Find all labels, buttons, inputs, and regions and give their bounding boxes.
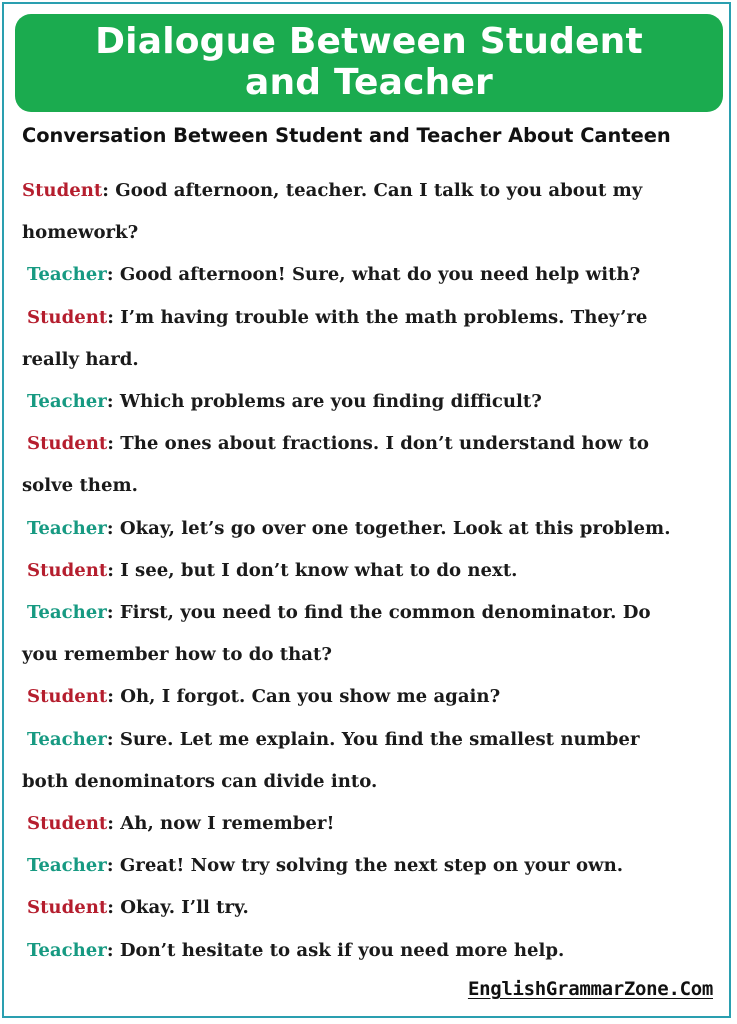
subtitle: Conversation Between Student and Teacher About Canteen xyxy=(22,124,671,147)
dialogue-text: Okay. I’ll try. xyxy=(120,897,249,919)
dialogue-line: Student: I’m having trouble with the math problems. They’re xyxy=(27,306,648,328)
dialogue-line xyxy=(22,761,722,803)
dialogue-text: you remember how to do that? xyxy=(22,644,332,666)
teacher-speaker-label: Teacher xyxy=(27,602,107,624)
dialogue-line: Teacher: First, you need to find the common denominator. Do xyxy=(27,602,651,624)
dialogue-line xyxy=(22,634,722,676)
dialogue-text: I’m having trouble with the math problems. They’re xyxy=(120,306,648,328)
dialogue-line: Teacher: Good afternoon! Sure, what do you need help with? xyxy=(27,264,641,286)
dialogue-text: Sure. Let me explain. You find the smallest number xyxy=(119,728,640,750)
dialogue-line: Teacher: Okay, let’s go over one together. Look at this problem. xyxy=(27,517,671,539)
student-speaker-label: Student xyxy=(27,559,108,581)
dialogue-text: Great! Now try solving the next step on your own. xyxy=(119,855,624,877)
dialogue-line xyxy=(22,212,722,254)
site-footer-link[interactable]: EnglishGrammarZone.Com xyxy=(467,978,713,1000)
dialogue-line: Student: Okay. I’ll try. xyxy=(27,897,249,919)
dialogue-line: Teacher: Sure. Let me explain. You find the smallest number xyxy=(27,728,640,750)
dialogue-line xyxy=(22,339,722,381)
dialogue-text: solve them. xyxy=(22,475,138,497)
dialogue-text: Don’t hesitate to ask if you need more help. xyxy=(119,939,565,961)
dialogue-text: I see, but I don’t know what to do next. xyxy=(120,559,518,581)
teacher-speaker-label: Teacher xyxy=(27,391,107,413)
dialogue-text: Oh, I forgot. Can you show me again? xyxy=(120,686,501,708)
title-line-1: Dialogue Between Student xyxy=(95,21,643,62)
teacher-speaker-label: Teacher xyxy=(27,939,107,961)
teacher-speaker-label: Teacher xyxy=(27,517,107,539)
dialogue-text: really hard. xyxy=(22,348,139,370)
dialogue-line: Student: Ah, now I remember! xyxy=(27,813,335,835)
dialogue-text: Ah, now I remember! xyxy=(120,813,335,835)
student-speaker-label: Student xyxy=(27,897,108,919)
dialogue-text: Good afternoon, teacher. Can I talk to you about my xyxy=(115,180,643,201)
dialogue-line: Teacher: Great! Now try solving the next step on your own. xyxy=(27,855,624,877)
student-speaker-label: Student xyxy=(27,306,108,328)
dialogue-line: Student: Good afternoon, teacher. Can I talk to you about my xyxy=(22,180,643,201)
title-line-2: and Teacher xyxy=(244,62,494,103)
dialogue-line: Student: Oh, I forgot. Can you show me again? xyxy=(27,686,501,708)
teacher-speaker-label: Teacher xyxy=(27,855,107,877)
dialogue-line xyxy=(22,465,722,507)
dialogue-text: Okay, let’s go over one together. Look at this problem. xyxy=(119,517,671,539)
teacher-speaker-label: Teacher xyxy=(27,728,107,750)
dialogue-text: both denominators can divide into. xyxy=(22,770,378,792)
dialogue-text: Good afternoon! Sure, what do you need help with? xyxy=(119,264,641,286)
dialogue-line: Teacher: Which problems are you finding difficult? xyxy=(27,391,542,413)
student-speaker-label: Student xyxy=(27,813,108,835)
dialogue-text: homework? xyxy=(22,222,139,244)
dialogue-text: First, you need to find the common denominator. Do xyxy=(119,602,651,624)
title-banner xyxy=(15,14,723,112)
dialogue-line: Student: The ones about fractions. I don’t understand how to xyxy=(27,433,649,455)
student-speaker-label: Student xyxy=(27,686,108,708)
student-speaker-label: Student xyxy=(27,433,108,455)
dialogue-line: Student: I see, but I don’t know what to do next. xyxy=(27,559,518,581)
teacher-speaker-label: Teacher xyxy=(27,264,107,286)
dialogue-list xyxy=(22,170,722,972)
dialogue-text: The ones about fractions. I don’t understand how to xyxy=(120,433,649,455)
student-speaker-label: Student xyxy=(22,180,103,201)
dialogue-text: Which problems are you finding difficult? xyxy=(119,391,542,413)
dialogue-line: Teacher: Don’t hesitate to ask if you need more help. xyxy=(27,939,565,961)
